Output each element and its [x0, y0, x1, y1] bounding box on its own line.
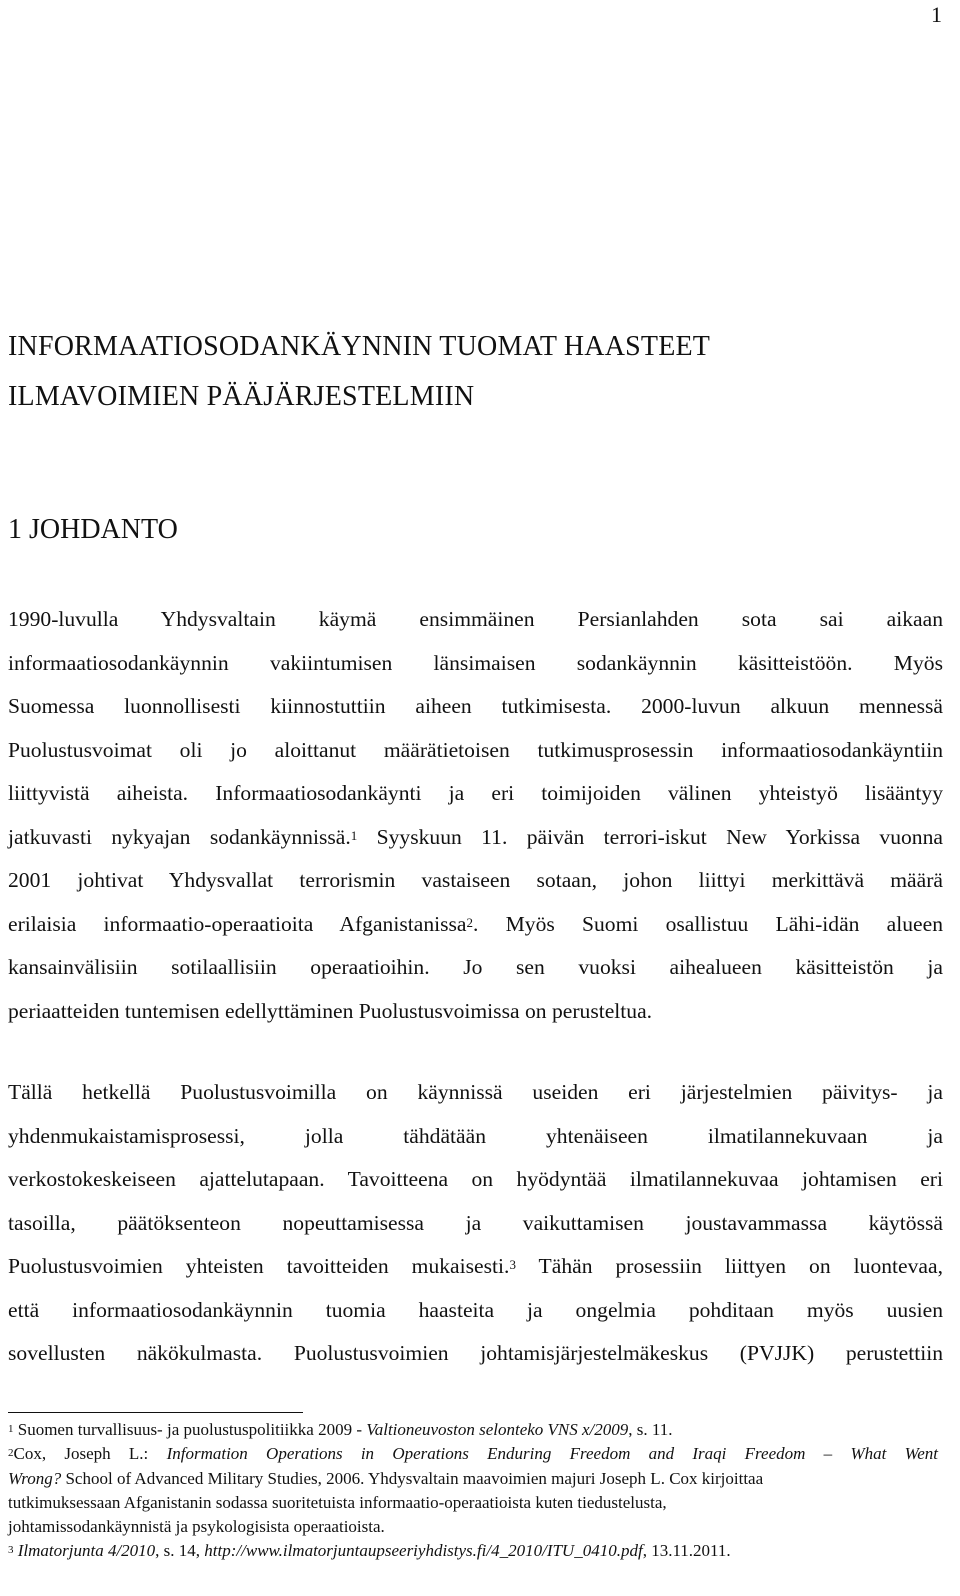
- paragraph-line: kansainvälisiin sotilaallisiin operaatioihin. Jo sen vuoksi aihealueen käsitteistön ja: [8, 955, 943, 979]
- text-segment: . Myös Suomi osallistuu Lähi-idän alueen: [473, 911, 943, 936]
- text-segment: , 13.11.2011.: [642, 1541, 731, 1561]
- paragraph-line: että informaatiosodankäynnin tuomia haasteita ja ongelmia pohditaan myös uusien: [8, 1297, 943, 1322]
- text-segment: Cox, Joseph L.:: [13, 1444, 167, 1464]
- page-number: 1: [931, 2, 942, 27]
- footnote-number: 1: [8, 1423, 14, 1435]
- text-segment: Suomen turvallisuus- ja puolustuspolitiikka 2009 -: [13, 1420, 367, 1439]
- footnote-2-cont: johtamissodankäynnistä ja psykologisista operaatioista.: [8, 1517, 385, 1537]
- paragraph-line: liittyvistä aiheista. Informaatiosodankäynti ja eri toimijoiden välinen yhteistyö lisääntyy: [8, 781, 943, 805]
- text-segment: , s. 14,: [155, 1541, 205, 1561]
- paragraph-line: Tällä hetkellä Puolustusvoimilla on käynnissä useiden eri järjestelmien päivitys- ja: [8, 1080, 943, 1104]
- footnote-number: 2: [8, 1447, 14, 1460]
- footnote-ref-3[interactable]: 3: [509, 1257, 516, 1272]
- text-segment: Wrong?: [8, 1468, 62, 1488]
- text-segment: Syyskuun 11. päivän terrori-iskut New Yorkissa vuonna: [357, 824, 943, 849]
- text-segment: School of Advanced Military Studies, 2006. Yhdysvaltain maavoimien majuri Joseph L. Cox kirjoittaa: [61, 1468, 764, 1488]
- paragraph-line: [8, 816, 943, 860]
- text-segment: Tähän prosessiin liittyen on luontevaa,: [515, 1254, 943, 1278]
- paragraph-1: [8, 598, 943, 1033]
- title-line-2: ILMAVOIMIEN PÄÄJÄRJESTELMIIN: [8, 381, 475, 412]
- paragraph-line: 2001 johtivat Yhdysvallat terrorismin vastaiseen sotaan, johon liittyi merkittävä määrä: [8, 868, 943, 892]
- text-segment: jatkuvasti nykyajan sodankäynnissä.: [8, 824, 351, 849]
- footnotes: [8, 1418, 938, 1564]
- paragraph-line: yhdenmukaistamisprosessi, jolla tähdätään yhtenäiseen ilmatilannekuvaan ja: [8, 1123, 943, 1148]
- footnote-ref-1[interactable]: 1: [350, 827, 358, 843]
- paragraph-line: sovellusten näkökulmasta. Puolustusvoimien johtamisjärjestelmäkeskus (PVJJK) perustettiin: [8, 1341, 943, 1365]
- text-segment: erilaisia informaatio-operaatioita Afganistanissa: [8, 911, 467, 936]
- footnote-link[interactable]: http://www.ilmatorjuntaupseeriyhdistys.fi/4_2010/ITU_0410.pdf: [204, 1541, 643, 1561]
- footnote-2: [8, 1442, 938, 1466]
- document-title: [8, 322, 710, 422]
- paragraph-line: informaatiosodankäynnin vakiintumisen länsimaisen sodankäynnin käsitteistöön. Myös: [8, 650, 943, 675]
- footnote-2-cont: [8, 1467, 938, 1491]
- paragraph-line: tasoilla, päätöksenteon nopeuttamisessa ja vaikuttamisen joustavammassa käytössä: [8, 1210, 943, 1235]
- footnote-1: [8, 1418, 938, 1442]
- paragraph-line: Suomessa luonnollisesti kiinnostuttiin aiheen tutkimisesta. 2000-luvun alkuun mennessä: [8, 694, 943, 718]
- paragraph-line: Puolustusvoimat oli jo aloittanut määrätietoisen tutkimusprosessin informaatiosodankäyntiin: [8, 737, 943, 762]
- text-segment: Puolustusvoimien yhteisten tavoitteiden mukaisesti.: [8, 1254, 510, 1278]
- title-line-1: INFORMAATIOSODANKÄYNNIN TUOMAT HAASTEET: [8, 331, 711, 362]
- paragraph-line: 1990-luvulla Yhdysvaltain käymä ensimmäinen Persianlahden sota sai aikaan: [8, 607, 943, 631]
- text-segment: Valtioneuvoston selonteko VNS x/2009: [366, 1420, 629, 1439]
- paragraph-line: [8, 1245, 943, 1289]
- paragraph-line: [8, 903, 943, 947]
- text-segment: Information Operations in Operations Enduring Freedom and Iraqi Freedom – What Went: [166, 1444, 938, 1464]
- paragraph-2: [8, 1071, 943, 1376]
- text-segment: , s. 11.: [628, 1420, 673, 1439]
- paragraph-line: periaatteiden tuntemisen edellyttäminen Puolustusvoimissa on perusteltua.: [8, 998, 653, 1023]
- footnote-number: 3: [8, 1544, 14, 1557]
- footnote-2-cont: tutkimuksessaan Afganistanin sodassa suoritetuista informaatio-operaatioista kuten tiedustelusta,: [8, 1492, 667, 1512]
- footnote-divider: [8, 1412, 303, 1413]
- text-segment: Ilmatorjunta 4/2010: [13, 1541, 156, 1561]
- footnote-ref-2[interactable]: 2: [466, 914, 474, 930]
- section-heading: 1 JOHDANTO: [8, 514, 178, 545]
- footnote-3: [8, 1539, 938, 1563]
- paragraph-line: verkostokeskeiseen ajattelutapaan. Tavoitteena on hyödyntää ilmatilannekuvaa johtamisen eri: [8, 1167, 943, 1191]
